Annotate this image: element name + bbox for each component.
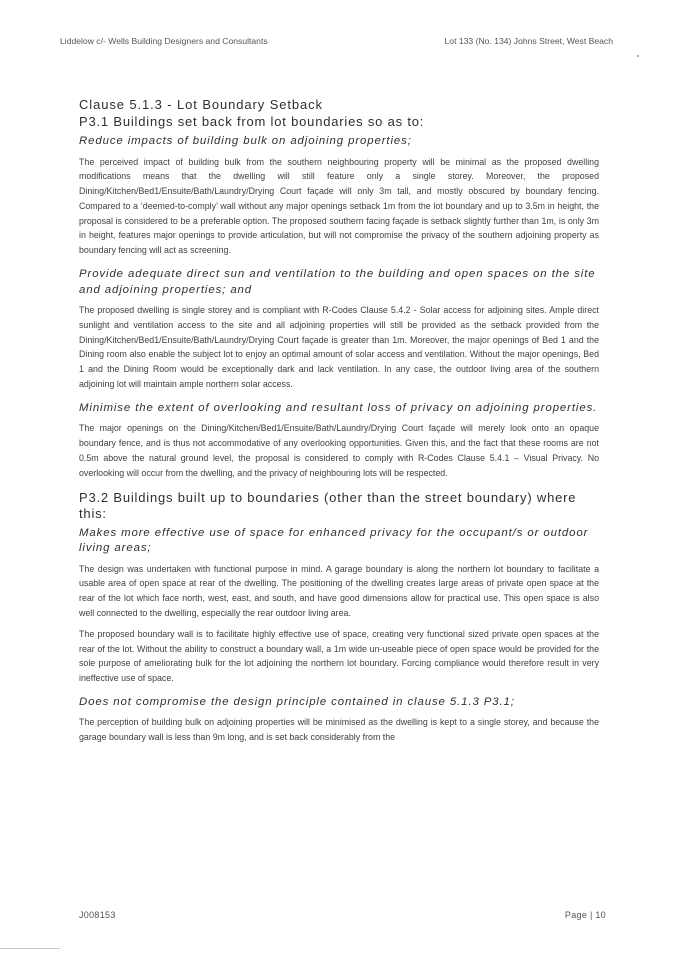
paragraph-overlooking: The major openings on the Dining/Kitchen/Bed1/Ensuite/Bath/Laundry/Drying Court façade will merely look onto an opaque boundary fence, and is thus not accommodative of any overlooking opportunities. Given this, and the fact that these rooms are not 0.5m above the natural ground level, the proposal is considered to comply with R-Codes Clause 5.4.1 – Visual Privacy. No overlooking will occur from the dwelling, and the privacy of neighbouring lots will be respected. — [79, 423, 599, 478]
section-heading-design-principle: Does not compromise the design principle contained in clause 5.1.3 P3.1; — [79, 695, 515, 708]
bottom-rule — [0, 948, 60, 949]
p31-title: P3.1 Buildings set back from lot boundaries so as to: — [79, 114, 425, 129]
clause-title: Clause 5.1.3 - Lot Boundary Setback — [79, 97, 323, 112]
scan-speck — [637, 55, 639, 57]
paragraph-space-2: The proposed boundary wall is to facilitate highly effective use of space, creating very functional sized private open spaces at the rear of the lot. Without the ability to construct a boundary wall, a 1m wide un-useable piece of open space would be provided for the sole purpose of ameliorating bulk for the lot adjoining the northern lot boundary. Forcing compliance would therefore result in very ineffective use of space. — [79, 628, 599, 684]
paragraph-space-1: The design was undertaken with functional purpose in mind. A garage boundary is along the northern lot boundary to facilitate a usable area of open space at rear of the dwelling. The positioning of the dwelling creates large areas of private open space at the rear of the lot which face north, west, east, and south, and have good dimensions allow for practical use. This open space is also well connected to the dwelling, especially the rear outdoor living area. — [79, 563, 599, 618]
section-heading-overlooking: Minimise the extent of overlooking and resultant loss of privacy on adjoining properties. — [79, 401, 598, 414]
section-heading-bulk: Reduce impacts of building bulk on adjoining properties; — [79, 135, 412, 147]
footer-page-number: Page | 10 — [564, 910, 606, 920]
p32-title: P3.2 Buildings built up to boundaries (other than the street boundary) where this: — [79, 489, 577, 521]
section-heading-sun: Provide adequate direct sun and ventilation to the building and open spaces on the site and adjoining properties; and — [79, 268, 596, 296]
header-client: Liddelow c/- Wells Building Designers and Consultants — [60, 36, 268, 46]
page-body — [79, 97, 599, 751]
paragraph-sun: The proposed dwelling is single storey and is compliant with R-Codes Clause 5.4.2 - Solar access for adjoining sites. Ample direct sunlight and ventilation access to the site and all adjoining properties will still be provided as the setback provided from the Dining/Kitchen/Bed1/Ensuite/Bath/Laundry/Drying Court façade is greater than 1m. Moreover, the major openings of Bed 1 and the Dining room also enable the subject lot to enjoy an optimal amount of solar access and ventilation. Without the major openings, Bed 1 and the Dining Room would be exceptionally dark and lack ventilation. In any case, the outdoor living area of the southern adjoining lot will maintain ample northern solar access. — [79, 305, 599, 390]
section-heading-space: Makes more effective use of space for enhanced privacy for the occupant/s or outdoor living areas; — [79, 526, 589, 555]
paragraph-design-principle: The perception of building bulk on adjoining properties will be minimised as the dwelling is kept to a single storey, and because the garage boundary wall is less than 9m long, and is set back considerably from the — [79, 717, 599, 743]
footer-doc-number: J008153 — [79, 910, 116, 920]
paragraph-bulk: The perceived impact of building bulk from the southern neighbouring property will be minimal as the proposed dwelling modifications means that the dwelling will still feature only a single storey. Moreover, the proposed Dining/Kitchen/Bed1/Ensuite/Bath/Laundry/Drying Court façade will only 3m tall, and mostly obscured by boundary fencing. Compared to a ‘deemed-to-comply’ wall without any major openings setback 1m from the lot boundary and up to 3.5m in height, the proposal is considered to be a preferable option. The proposed southern facing façade is setback slightly further than 1m, is only 3m in height, features major openings to provide articulation, but will not compromise the privacy of the southern adjoining property as boundary fencing will act as screening. — [79, 156, 599, 256]
header-address: Lot 133 (No. 134) Johns Street, West Beach — [444, 36, 613, 46]
